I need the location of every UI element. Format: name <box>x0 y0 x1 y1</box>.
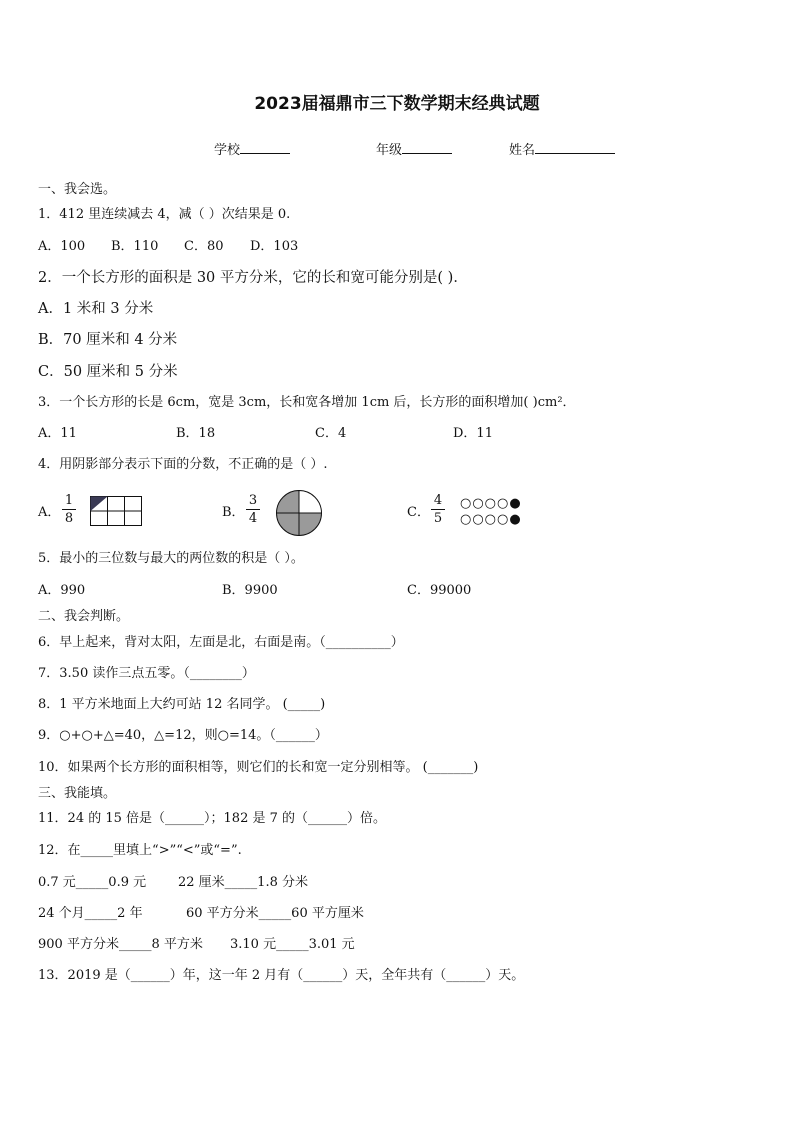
q4-option-c-fraction <box>431 493 445 527</box>
question-8: 8．1 平方米地面上大约可站 12 名同学。 (_____) <box>38 697 326 712</box>
q4-c-denominator: 5 <box>433 511 443 526</box>
q4-dot-row-1: ○○○○● <box>460 496 522 511</box>
school-label: 学校 <box>214 143 241 158</box>
grade-label: 年级 <box>376 143 403 158</box>
q4-a-denominator: 8 <box>64 511 74 526</box>
q2-option-b: B．70 厘米和 4 分米 <box>38 332 178 348</box>
q12-item-5: 900 平方分米_____8 平方米 <box>38 937 203 952</box>
school-blank[interactable] <box>240 141 290 154</box>
question-3: 3．一个长方形的长是 6cm，宽是 3cm，长和宽各增加 1cm 后，长方形的面积增加( )cm²． <box>38 395 576 410</box>
name-field <box>509 141 615 159</box>
q4-option-c-label: C． <box>407 505 430 520</box>
section-heading-2: 二、我会判断。 <box>38 609 130 624</box>
q1-option-b: B．110 <box>111 239 159 254</box>
question-6: 6．早上起来，背对太阳，左面是北，右面是南。（__________） <box>38 635 404 650</box>
q12-item-6: 3.10 元_____3.01 元 <box>230 937 355 952</box>
q3-option-d: D．11 <box>453 426 493 441</box>
school-field <box>214 141 290 159</box>
q4-a-numerator: 1 <box>62 493 76 510</box>
section-heading-1: 一、我会选。 <box>38 182 117 197</box>
q5-option-a: A．990 <box>38 583 86 598</box>
q4-option-b-fraction <box>246 493 260 527</box>
q4-circle-quarters-figure <box>275 489 323 537</box>
q2-option-c: C．50 厘米和 5 分米 <box>38 364 178 380</box>
q2-option-a: A．1 米和 3 分米 <box>38 301 154 317</box>
q3-option-a: A．11 <box>38 426 77 441</box>
q12-item-1: 0.7 元_____0.9 元 <box>38 875 147 890</box>
question-4: 4．用阴影部分表示下面的分数，不正确的是（ ）. <box>38 457 328 472</box>
q5-option-b: B．9900 <box>222 583 278 598</box>
question-9: 9．○+○+△=40，△=12，则○=14。（______） <box>38 728 328 743</box>
q4-option-b-label: B． <box>222 505 245 520</box>
q3-option-c: C．4 <box>315 426 347 441</box>
question-10: 10．如果两个长方形的面积相等，则它们的长和宽一定分别相等。 (_______) <box>38 760 479 775</box>
question-1: 1．412 里连续减去 4，减（ ）次结果是 0. <box>38 207 291 222</box>
q4-b-numerator: 3 <box>246 493 260 510</box>
q4-option-a-fraction <box>62 493 76 527</box>
question-11: 11．24 的 15 倍是（______）；182 是 7 的（______）倍。 <box>38 811 387 826</box>
q3-option-b: B．18 <box>176 426 216 441</box>
section-heading-3: 三、我能填。 <box>38 786 117 801</box>
question-7: 7．3.50 读作三点五零。（________） <box>38 666 255 681</box>
q1-option-d: D．103 <box>250 239 299 254</box>
grade-blank[interactable] <box>402 141 452 154</box>
q1-option-c: C．80 <box>184 239 224 254</box>
page-title: 2023届福鼎市三下数学期末经典试题 <box>254 94 540 114</box>
q12-item-4: 60 平方分米_____60 平方厘米 <box>186 906 364 921</box>
q12-item-2: 22 厘米_____1.8 分米 <box>178 875 308 890</box>
q1-option-a: A．100 <box>38 239 86 254</box>
q12-item-3: 24 个月_____2 年 <box>38 906 143 921</box>
grade-field <box>376 141 452 159</box>
question-2: 2．一个长方形的面积是 30 平方分米，它的长和宽可能分别是( )． <box>38 270 468 286</box>
q4-b-denominator: 4 <box>248 511 258 526</box>
q4-dot-row-2: ○○○○● <box>460 512 522 527</box>
q4-c-numerator: 4 <box>431 493 445 510</box>
question-13: 13．2019 是（______）年，这一年 2 月有（______）天，全年共有（______）天。 <box>38 968 525 983</box>
name-blank[interactable] <box>535 141 615 154</box>
question-5: 5．最小的三位数与最大的两位数的积是（ ）。 <box>38 551 304 566</box>
question-12: 12．在_____里填上“>”“<”或“=”. <box>38 843 242 858</box>
name-label: 姓名 <box>509 143 536 158</box>
q4-option-a-label: A． <box>38 505 61 520</box>
q5-option-c: C．99000 <box>407 583 472 598</box>
q4-rectangle-grid-figure <box>89 495 143 527</box>
